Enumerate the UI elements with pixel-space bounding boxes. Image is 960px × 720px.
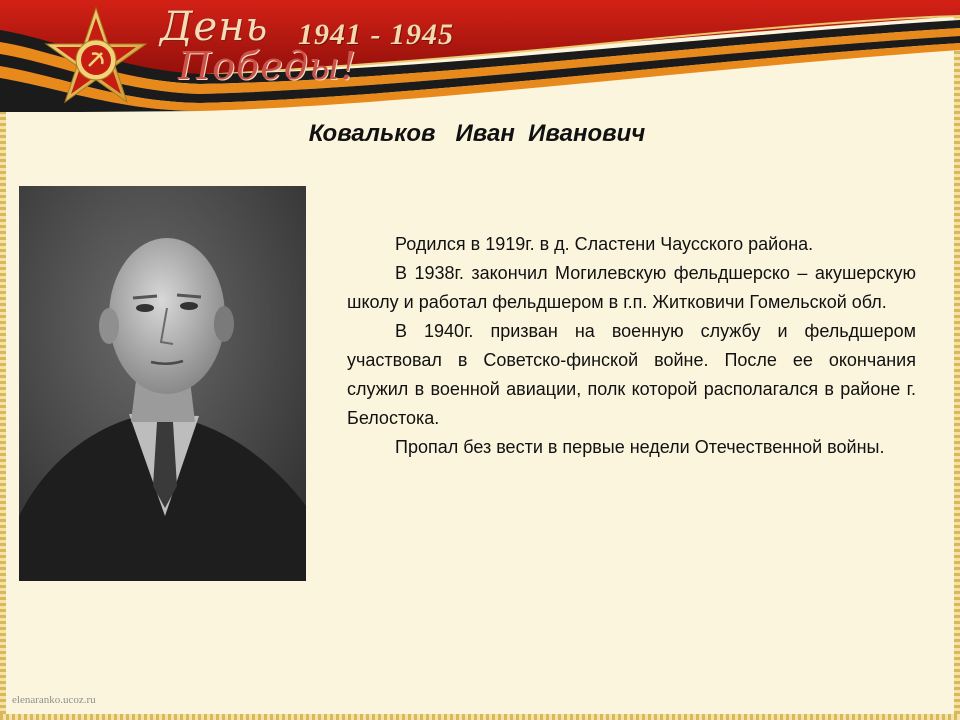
bio-paragraph-missing: Пропал без вести в первые недели Отечественной войны. [395, 437, 885, 457]
person-name [0, 120, 960, 148]
portrait-image [19, 186, 306, 581]
header-title-line1: День [160, 4, 269, 50]
bio-paragraph-education: В 1938г. закончил Могилевскую фельдшерско – акушерскую школу и работал фельдшером в г.п. Житковичи Гомельской обл. [347, 263, 916, 312]
header-title-line2: Победы! [178, 44, 358, 88]
bio-paragraph-service: В 1940г. призван на военную службу и фельдшером участвовал в Советско-финской войне. После ее окончания служил в военной авиации, полк которой располагался в районе г. Белостока. [347, 321, 916, 428]
header-years: 1941 - 1945 [298, 18, 454, 51]
bio-paragraph-birth: Родился в 1919г. в д. Сластени Чаусского района. [395, 234, 814, 254]
source-watermark: elenaranko.ucoz.ru [12, 694, 96, 706]
header-banner [0, 0, 960, 112]
portrait-photo [19, 186, 306, 581]
biography-text [347, 230, 916, 462]
header-banner-graphic [0, 0, 960, 112]
person-name-text: Ковальков Иван Иванович [308, 120, 646, 147]
slide-border-bottom [0, 714, 960, 720]
